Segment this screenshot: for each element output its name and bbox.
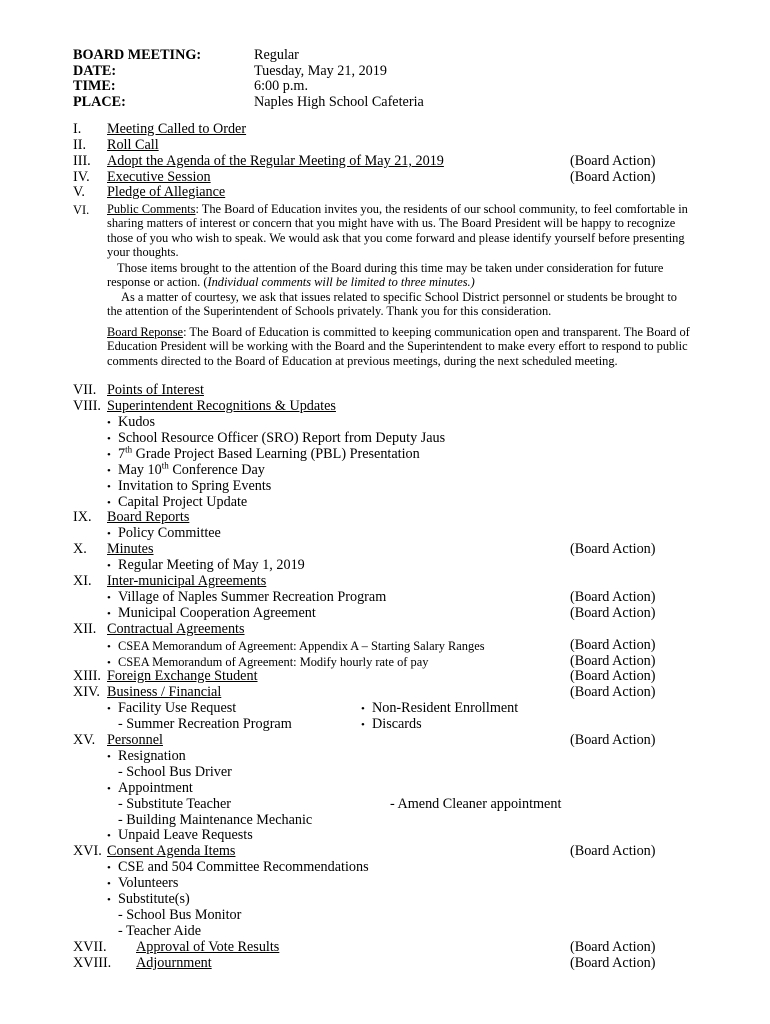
item-1-number: I.: [73, 121, 82, 137]
item-16-bullet-3-sub-1: - School Bus Monitor: [118, 907, 242, 923]
item-11-bullet-1-action: (Board Action): [570, 589, 656, 605]
place-value: Naples High School Cafeteria: [254, 94, 424, 110]
time-value: 6:00 p.m.: [254, 78, 308, 94]
item-8-bullet-5: • Invitation to Spring Events: [107, 479, 271, 496]
item-16-number: XVI.: [73, 843, 102, 859]
item-6-number: VI.: [73, 203, 90, 217]
item-8-title: Superintendent Recognitions & Updates: [107, 398, 336, 414]
public-comments-text-3: As a matter of courtesy, we ask that issues related to specific School District personnel or students be brought to the attention of the Superintendent of Schools privately. Thank you for this consideration.: [107, 290, 677, 319]
item-16-title: Consent Agenda Items: [107, 843, 236, 859]
item-11-number: XI.: [73, 573, 92, 589]
board-meeting-label: BOARD MEETING:: [73, 47, 202, 63]
item-3-number: III.: [73, 153, 91, 169]
item-15-bullet-1-sub: - School Bus Driver: [118, 764, 232, 780]
item-9-title: Board Reports: [107, 509, 190, 525]
item-9-bullet-1: • Policy Committee: [107, 526, 221, 543]
item-17-title: Approval of Vote Results: [136, 939, 280, 955]
item-15-bullet-2-side: - Amend Cleaner appointment: [390, 796, 562, 812]
place-label: PLACE:: [73, 94, 126, 110]
item-12-bullet-1: • CSEA Memorandum of Agreement: Appendix A – Starting Salary Ranges: [107, 639, 485, 654]
item-12-number: XII.: [73, 621, 97, 637]
item-16-bullet-1: • CSE and 504 Committee Recommendations: [107, 860, 369, 877]
item-8-bullet-1: • Kudos: [107, 415, 155, 432]
item-16-action: (Board Action): [570, 843, 656, 859]
item-15-title: Personnel: [107, 732, 163, 748]
item-15-action: (Board Action): [570, 732, 656, 748]
item-10-number: X.: [73, 541, 87, 557]
item-8-bullet-2: • School Resource Officer (SRO) Report from Deputy Jaus: [107, 431, 445, 448]
board-meeting-value: Regular: [254, 47, 299, 63]
item-1-title: Meeting Called to Order: [107, 121, 247, 137]
item-18-action: (Board Action): [570, 955, 656, 971]
item-12-title: Contractual Agreements: [107, 621, 245, 637]
item-5-title: Pledge of Allegiance: [107, 184, 226, 200]
item-9-number: IX.: [73, 509, 92, 525]
item-12-bullet-2-action: (Board Action): [570, 653, 656, 669]
item-5-number: V.: [73, 184, 85, 200]
item-8-number: VIII.: [73, 398, 101, 414]
item-11-title: Inter-municipal Agreements: [107, 573, 267, 589]
public-comments-text: : The Board of Education invites you, the residents of our school community, to feel comfortable in sharing matters of interest or concern that you might have with us. The Board President will be happy to recognize those of you who wish to speak. We would ask that you come forward and please identify yourself before presenting your thoughts.: [107, 202, 688, 260]
board-response-text: : The Board of Education is committed to keeping communication open and transparent. The Board of Education President will be working with the Board and the Superintendent to make every effort to respond to public comments directed to the Board of Education at previous meetings, during the next scheduled meeting.: [107, 325, 690, 368]
item-14-bullet-3: • Discards: [361, 717, 422, 734]
item-2-title: Roll Call: [107, 137, 159, 153]
item-15-number: XV.: [73, 732, 96, 748]
public-comments-paragraph: [107, 202, 692, 260]
item-4-title: Executive Session: [107, 169, 211, 185]
public-comments-paragraph-3: [107, 290, 692, 319]
item-15-bullet-2-sub-2: - Building Maintenance Mechanic: [118, 812, 313, 828]
item-16-bullet-3: • Substitute(s): [107, 892, 190, 909]
item-13-title: Foreign Exchange Student: [107, 668, 258, 684]
item-14-title: Business / Financial: [107, 684, 222, 700]
item-4-action: (Board Action): [570, 169, 656, 185]
item-8-bullet-6: • Capital Project Update: [107, 495, 247, 512]
public-comments-time-limit: Individual comments will be limited to three minutes.): [207, 275, 475, 290]
item-12-bullet-1-action: (Board Action): [570, 637, 656, 653]
item-13-action: (Board Action): [570, 668, 656, 684]
date-label: DATE:: [73, 63, 117, 79]
item-11-bullet-2-action: (Board Action): [570, 605, 656, 621]
date-value: Tuesday, May 21, 2019: [254, 63, 387, 79]
item-14-bullet-2: • Non-Resident Enrollment: [361, 701, 518, 718]
item-16-bullet-3-sub-2: - Teacher Aide: [118, 923, 202, 939]
item-3-title: Adopt the Agenda of the Regular Meeting of May 21, 2019: [107, 153, 444, 169]
item-14-bullet-1: • Facility Use Request: [107, 701, 236, 718]
board-response-label: Board Reponse: [107, 325, 184, 339]
item-8-bullet-3: • 7th Grade Project Based Learning (PBL) Presentation: [107, 447, 420, 464]
item-15-bullet-2-sub-1: - Substitute Teacher: [118, 796, 232, 812]
item-14-number: XIV.: [73, 684, 100, 700]
item-13-number: XIII.: [73, 668, 101, 684]
item-11-bullet-1: • Village of Naples Summer Recreation Program: [107, 590, 386, 607]
item-10-title: Minutes: [107, 541, 154, 557]
item-12-bullet-2: • CSEA Memorandum of Agreement: Modify hourly rate of pay: [107, 655, 428, 670]
item-15-bullet-1: • Resignation: [107, 749, 186, 766]
item-8-bullet-4: • May 10th Conference Day: [107, 463, 265, 480]
item-18-title: Adjournment: [136, 955, 212, 971]
public-comments-text-2a: Those items brought to the attention of the Board during this time may be taken under consideration for future response or action. (: [107, 261, 664, 290]
item-10-action: (Board Action): [570, 541, 656, 557]
item-14-bullet-1-sub: - Summer Recreation Program: [118, 716, 292, 732]
public-comments-paragraph-2: [107, 261, 692, 290]
item-11-bullet-2: • Municipal Cooperation Agreement: [107, 606, 316, 623]
item-2-number: II.: [73, 137, 86, 153]
item-16-bullet-2: • Volunteers: [107, 876, 178, 893]
public-comments-title: Public Comments: [107, 202, 196, 216]
item-14-action: (Board Action): [570, 684, 656, 700]
item-4-number: IV.: [73, 169, 90, 185]
item-15-bullet-2: • Appointment: [107, 781, 193, 798]
item-7-title: Points of Interest: [107, 382, 204, 398]
item-17-number: XVII.: [73, 939, 107, 955]
board-response-paragraph: [107, 325, 692, 368]
item-18-number: XVIII.: [73, 955, 112, 971]
item-7-number: VII.: [73, 382, 97, 398]
item-15-bullet-3: • Unpaid Leave Requests: [107, 828, 253, 845]
item-10-bullet-1: • Regular Meeting of May 1, 2019: [107, 558, 305, 575]
time-label: TIME:: [73, 78, 116, 94]
item-17-action: (Board Action): [570, 939, 656, 955]
item-3-action: (Board Action): [570, 153, 656, 169]
